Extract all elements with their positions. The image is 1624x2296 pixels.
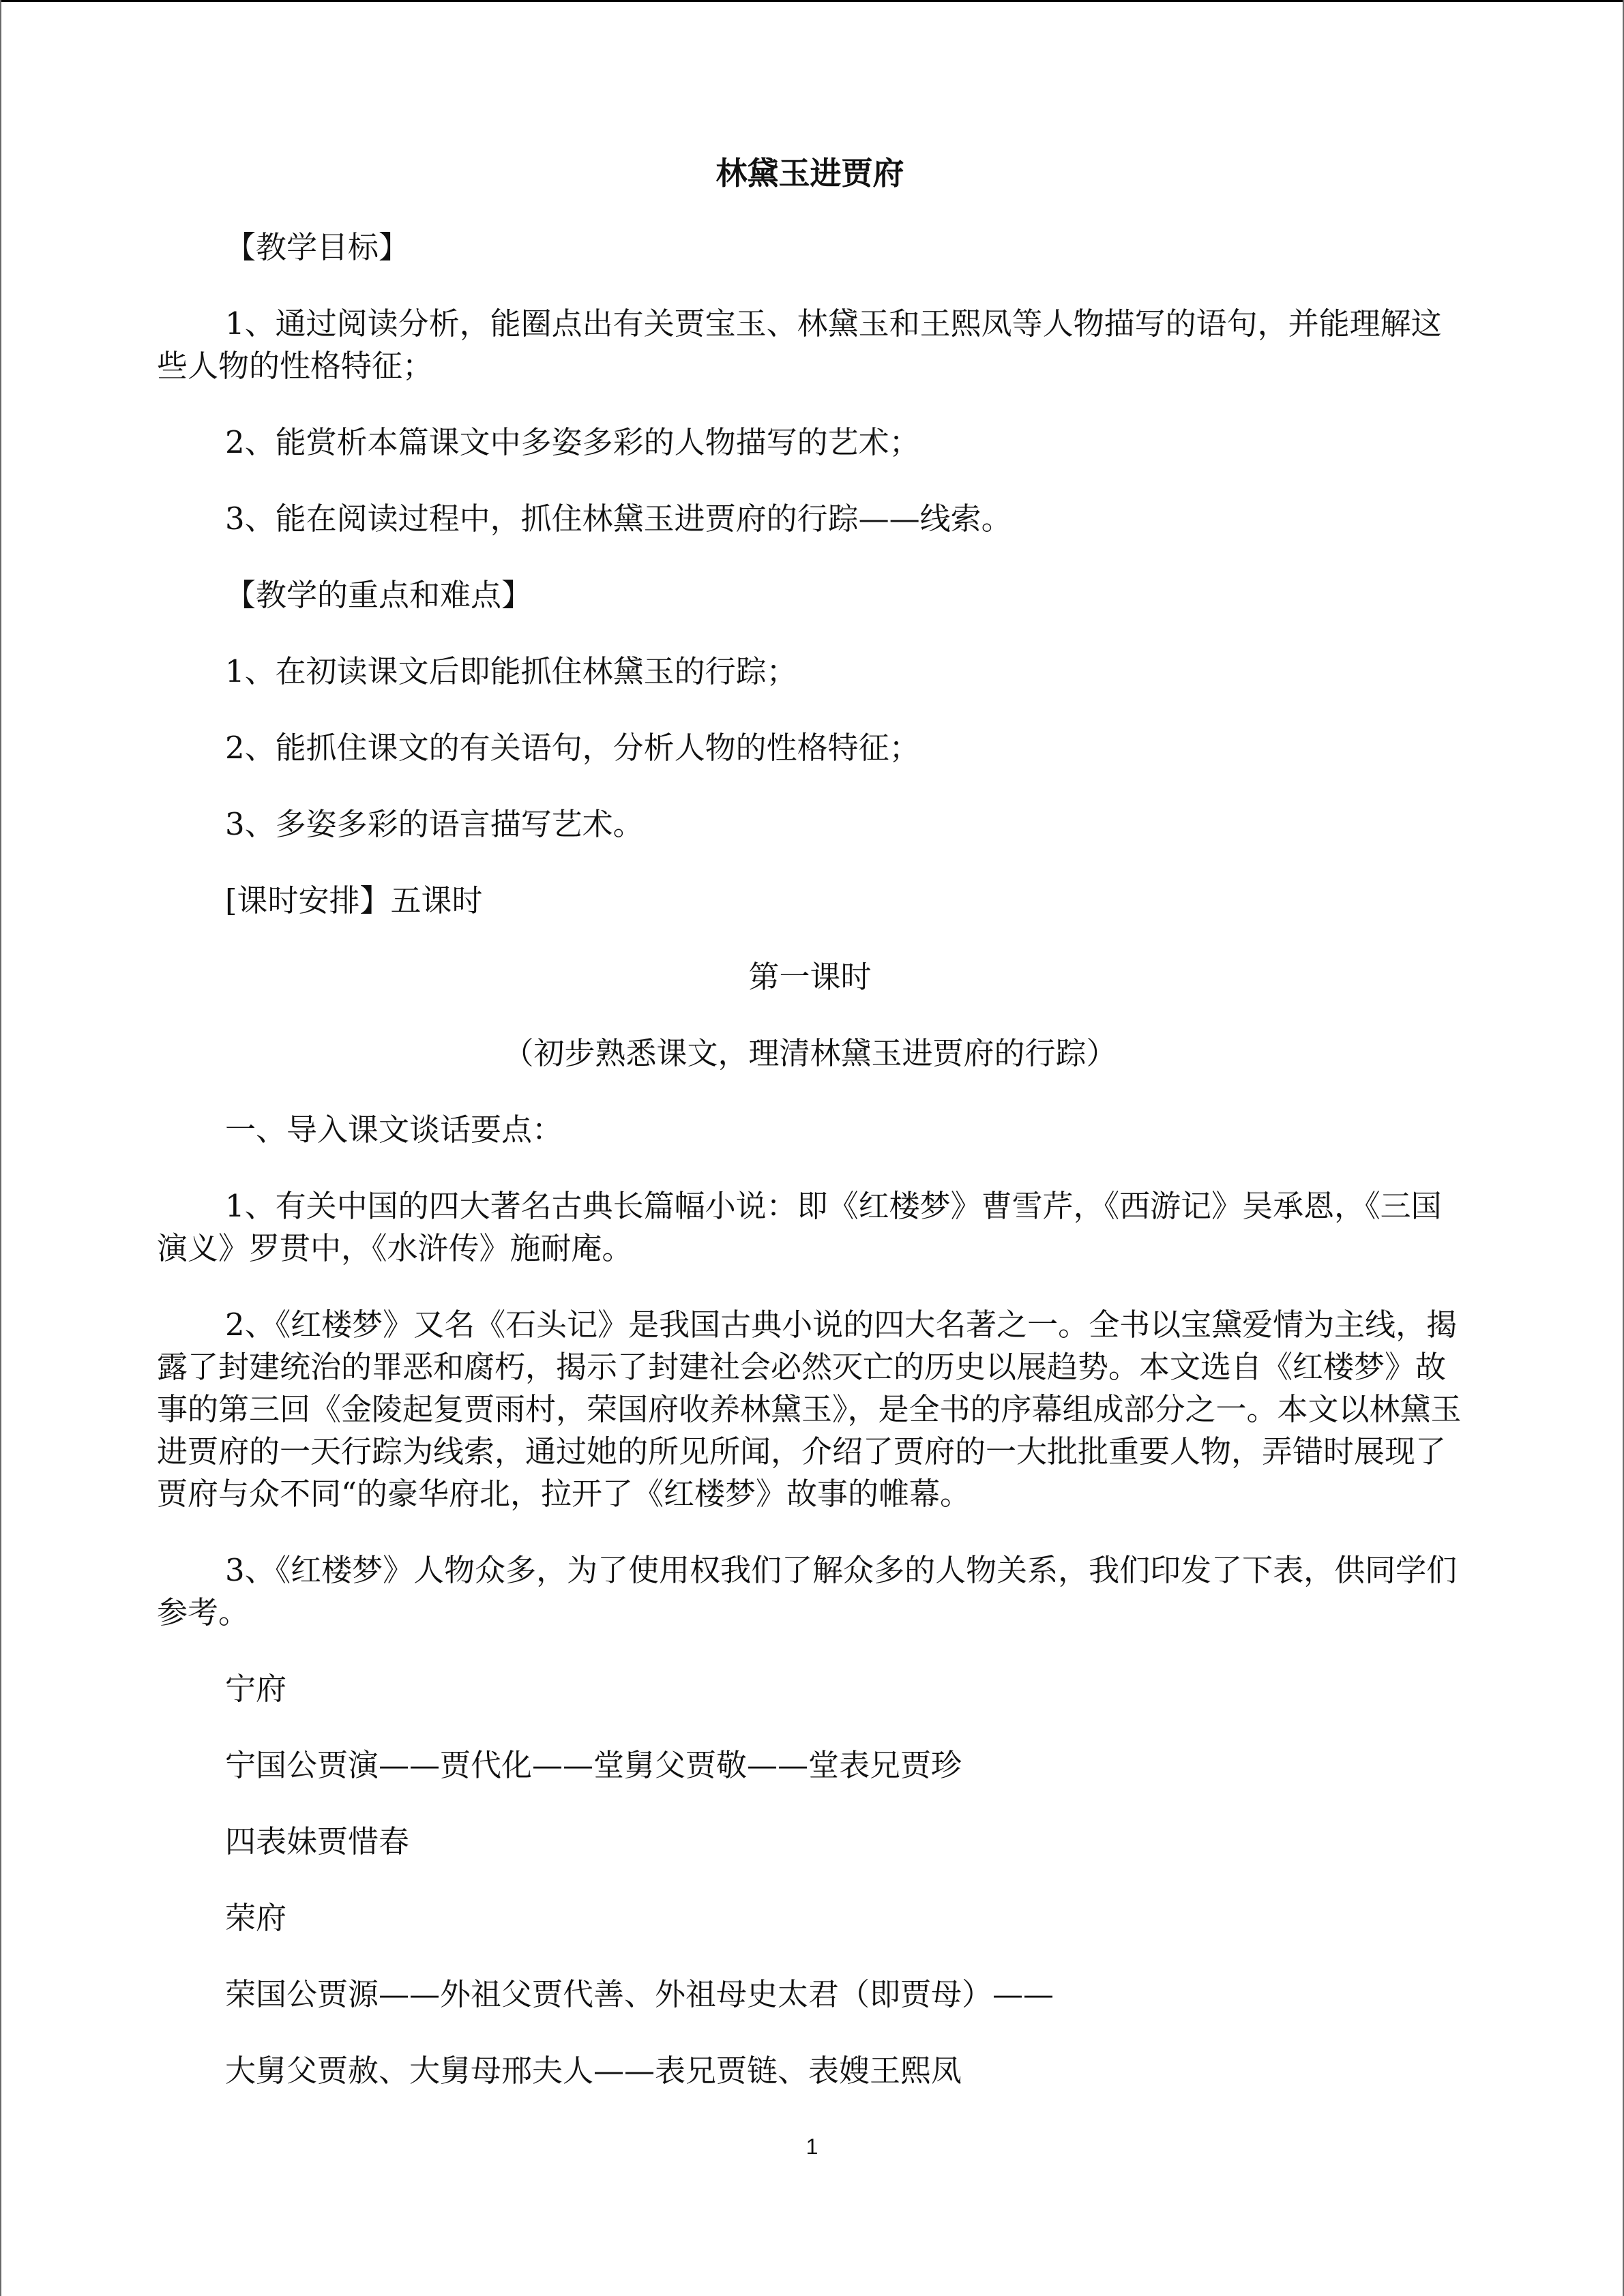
intro-point-1: 1、有关中国的四大著名古典长篇幅小说：即《红楼梦》曹雪芹，《西游记》吴承恩，《三国演义》罗贯中，《水浒传》施耐庵。 bbox=[157, 1188, 1442, 1266]
teaching-goals-heading: 【教学目标】 bbox=[225, 229, 410, 265]
ningfu-cousin: 四表妹贾惜春 bbox=[225, 1823, 410, 1860]
schedule-line: [课时安排】五课时 bbox=[225, 882, 483, 919]
rongfu-label: 荣府 bbox=[225, 1900, 287, 1936]
intro-heading: 一、导入课文谈话要点： bbox=[225, 1112, 563, 1148]
intro-point-3: 3、《红楼梦》人物众多，为了使用权我们了解众多的人物关系，我们印发了下表，供同学们参考。 bbox=[157, 1552, 1458, 1630]
document-title: 林黛玉进贾府 bbox=[715, 155, 904, 192]
ningfu-lineage: 宁国公贾演——贾代化——堂舅父贾敬——堂表兄贾珍 bbox=[225, 1747, 962, 1783]
rongfu-lineage: 荣国公贾源——外祖父贾代善、外祖母史太君（即贾母）—— bbox=[225, 1976, 1054, 2012]
key-point-1: 1、在初读课文后即能抓住林黛玉的行踪； bbox=[225, 653, 797, 689]
document-body bbox=[157, 151, 1463, 2126]
section-subheading: （初步熟悉课文，理清林黛玉进贾府的行踪） bbox=[503, 1035, 1117, 1071]
intro-point-2: 2、《红楼梦》又名《石头记》是我国古典小说的四大名著之一。全书以宝黛爱情为主线，揭露了封建统治的罪恶和腐朽，揭示了封建社会必然灭亡的历史以展趋势。本文选自《红楼梦》故事的第三回《金陵起复贾雨村，荣国府收养林黛玉》，是全书的序幕组成部分之一。本文以林黛玉进贾府的一天行踪为线索，通过她的所见所闻，介绍了贾府的一大批批重要人物，弄错时展现了贾府与众不同“的豪华府北，拉开了《红楼梦》故事的帷幕。 bbox=[157, 1307, 1462, 1512]
page-top-border bbox=[0, 0, 1624, 2]
goal-1: 1、通过阅读分析，能圈点出有关贾宝玉、林黛玉和王熙凤等人物描写的语句，并能理解这些人物的性格特征； bbox=[157, 305, 1442, 384]
rongfu-uncle-line: 大舅父贾赦、大舅母邢夫人——表兄贾链、表嫂王熙凤 bbox=[225, 2053, 962, 2089]
ningfu-label: 宁府 bbox=[225, 1671, 287, 1707]
goal-3: 3、能在阅读过程中，抓住林黛玉进贾府的行踪——线索。 bbox=[225, 501, 1012, 537]
key-point-3: 3、多姿多彩的语言描写艺术。 bbox=[225, 806, 644, 842]
key-points-heading: 【教学的重点和难点】 bbox=[225, 577, 533, 613]
key-point-2: 2、能抓住课文的有关语句，分析人物的性格特征； bbox=[225, 730, 920, 766]
section-heading: 第一课时 bbox=[748, 959, 872, 995]
page-left-border bbox=[0, 0, 1, 2296]
page-number: 1 bbox=[806, 2134, 818, 2159]
goal-2: 2、能赏析本篇课文中多姿多彩的人物描写的艺术； bbox=[225, 424, 920, 460]
